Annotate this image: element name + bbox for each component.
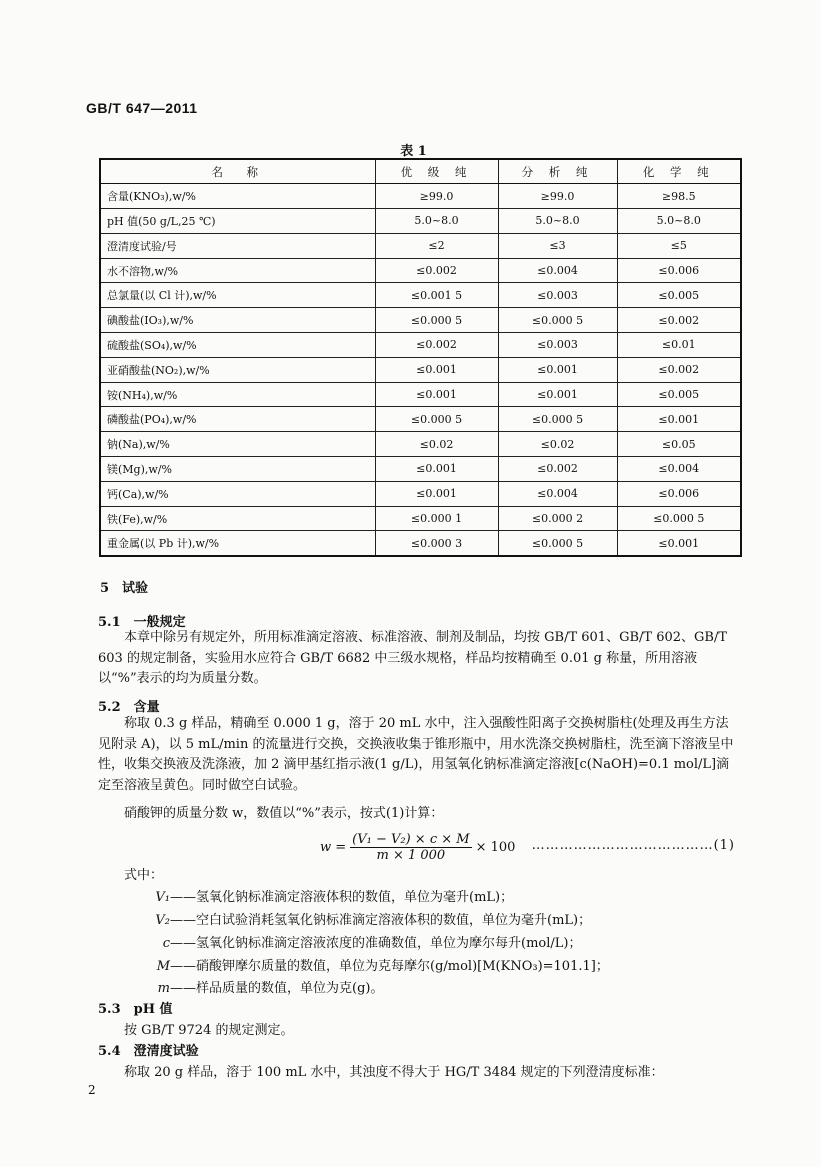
table-cell-value: ≤0.000 3: [375, 531, 498, 556]
table-cell-value: ≤0.004: [498, 258, 617, 283]
table-cell-item-name: pH 值(50 g/L,25 ℃): [100, 209, 375, 234]
column-header-guaranteed-reagent: 优 级 纯: [375, 159, 498, 184]
table-cell-item-name: 镁(Mg),w/%: [100, 457, 375, 482]
variable-symbol: m: [157, 981, 170, 996]
table-cell-value: ≥98.5: [617, 184, 741, 209]
table-cell-value: ≤0.000 5: [375, 407, 498, 432]
table-cell-item-name: 含量(KNO₃),w/%: [100, 184, 375, 209]
column-header-chemically-pure: 化 学 纯: [617, 159, 741, 184]
table-row: [100, 457, 741, 482]
table-cell-item-name: 重金属(以 Pb 计),w/%: [100, 531, 375, 556]
table-cell-value: ≤0.002: [617, 308, 741, 333]
table-cell-item-name: 澄清度试验/号: [100, 233, 375, 258]
variable-M: [98, 955, 609, 974]
table-body: [100, 184, 741, 556]
formula-number: …………………………………(1): [531, 838, 735, 853]
table-cell-value: ≤0.001: [617, 531, 741, 556]
table-row: [100, 531, 741, 556]
section-5-heading: 5 试验: [100, 581, 149, 596]
table-row: [100, 333, 741, 358]
table-cell-value: ≤0.005: [617, 382, 741, 407]
variable-m: [98, 977, 383, 996]
table-cell-value: ≥99.0: [375, 184, 498, 209]
table-row: [100, 432, 741, 457]
variable-symbol: c: [162, 936, 170, 951]
table-cell-value: ≤0.000 5: [617, 506, 741, 531]
table-row: [100, 481, 741, 506]
table-cell-value: 5.0~8.0: [617, 209, 741, 234]
variable-description: ——氢氧化钠标准滴定溶液浓度的准确数值，单位为摩尔每升(mol/L)；: [170, 936, 582, 951]
table-cell-value: ≤2: [375, 233, 498, 258]
table-cell-value: ≤0.002: [375, 333, 498, 358]
table-cell-value: ≤0.001: [375, 382, 498, 407]
table-row: [100, 184, 741, 209]
table-cell-value: ≤0.001: [498, 382, 617, 407]
table-header-row: [100, 159, 741, 184]
table-row: [100, 258, 741, 283]
table-cell-value: ≤0.02: [375, 432, 498, 457]
table-cell-value: ≤0.003: [498, 283, 617, 308]
table-cell-value: ≥99.0: [498, 184, 617, 209]
table-cell-value: ≤0.001: [375, 357, 498, 382]
table-cell-item-name: 铵(NH₄),w/%: [100, 382, 375, 407]
variable-description: ——空白试验消耗氢氧化钠标准滴定溶液体积的数值，单位为毫升(mL)；: [170, 913, 592, 928]
variable-v2: [98, 909, 591, 928]
variable-symbol: M: [156, 959, 170, 974]
section-5-2-formula-intro: 硝酸钾的质量分数 w，数值以“%”表示，按式(1)计算：: [124, 806, 444, 821]
table-cell-item-name: 钠(Na),w/%: [100, 432, 375, 457]
section-5-1-text: 本章中除另有规定外，所用标准滴定溶液、标准溶液、制剂及制品，均按 GB/T 601、GB/T 602、GB/T 603 的规定制备，实验用水应符合 GB/T 6682 中三级水规格，样品均按精确至 0.01 g 称量，所用溶液以“%”表示的均为质量分数。: [98, 630, 727, 686]
variable-description: ——硝酸钾摩尔质量的数值，单位为克每摩尔(g/mol)[M(KNO₃)=101.1]；: [170, 959, 609, 974]
table-row: [100, 233, 741, 258]
table-cell-value: ≤0.002: [498, 457, 617, 482]
formula-fraction: [350, 832, 471, 863]
table-cell-item-name: 硫酸盐(SO₄),w/%: [100, 333, 375, 358]
table-cell-value: ≤0.000 5: [498, 531, 617, 556]
table-cell-item-name: 碘酸盐(IO₃),w/%: [100, 308, 375, 333]
table-cell-value: ≤0.001: [498, 357, 617, 382]
variable-description: ——样品质量的数值，单位为克(g)。: [170, 981, 384, 996]
table-row: [100, 506, 741, 531]
table-cell-value: ≤0.006: [617, 258, 741, 283]
table-cell-value: ≤0.02: [498, 432, 617, 457]
table-cell-value: ≤0.05: [617, 432, 741, 457]
column-header-name: 名 称: [100, 159, 375, 184]
section-5-3-text: 按 GB/T 9724 的规定测定。: [124, 1023, 294, 1038]
section-5-4-heading: 5.4 澄清度试验: [98, 1044, 199, 1059]
table-row: [100, 382, 741, 407]
table-cell-value: ≤0.000 5: [498, 407, 617, 432]
table-cell-item-name: 钙(Ca),w/%: [100, 481, 375, 506]
table-cell-value: ≤3: [498, 233, 617, 258]
variable-c: [98, 932, 581, 951]
where-label: 式中：: [124, 868, 164, 883]
section-5-3-heading: 5.3 pH 值: [98, 1002, 173, 1017]
formula-numerator: (V₁ − V₂) × c × M: [352, 832, 470, 847]
table-row: [100, 308, 741, 333]
table-cell-item-name: 水不溶物,w/%: [100, 258, 375, 283]
table-row: [100, 407, 741, 432]
section-5-4-text: 称取 20 g 样品，溶于 100 mL 水中，其浊度不得大于 HG/T 3484 规定的下列澄清度标准：: [124, 1065, 664, 1080]
variable-v1: [98, 886, 513, 905]
section-5-1-heading: 5.1 一般规定: [98, 615, 186, 630]
table-cell-item-name: 亚硝酸盐(NO₂),w/%: [100, 357, 375, 382]
table-cell-value: ≤0.000 5: [498, 308, 617, 333]
table-cell-value: ≤0.001 5: [375, 283, 498, 308]
table-cell-value: ≤0.002: [617, 357, 741, 382]
formula-denominator: m × 1 000: [376, 848, 446, 863]
table-cell-value: ≤0.001: [375, 457, 498, 482]
variable-symbol: V₁: [155, 890, 170, 905]
specification-table: [99, 158, 742, 557]
table-cell-value: ≤0.000 1: [375, 506, 498, 531]
table-cell-value: ≤0.004: [498, 481, 617, 506]
section-5-2-text: 称取 0.3 g 样品，精确至 0.000 1 g，溶于 20 mL 水中，注入强酸性阳离子交换树脂柱(处理及再生方法见附录 A)，以 5 mL/min 的流量进行交换，交换液收集于锥形瓶中，用水洗涤交换树脂柱，洗至滴下溶液呈中性，收集交换液及洗涤液，加 2 滴甲基红指示液(1 g/L)，用氢氧化钠标准滴定溶液[c(NaOH)=0.1 mol/L]滴定至溶液呈黄色。同时做空白试验。: [98, 716, 734, 793]
formula-1: [320, 832, 515, 863]
table-cell-value: ≤0.001: [375, 481, 498, 506]
table-cell-value: ≤0.000 5: [375, 308, 498, 333]
variable-description: ——氢氧化钠标准滴定溶液体积的数值，单位为毫升(mL)；: [170, 890, 514, 905]
table-cell-value: ≤0.001: [617, 407, 741, 432]
table-cell-value: ≤0.006: [617, 481, 741, 506]
table-cell-value: ≤0.002: [375, 258, 498, 283]
table-row: [100, 357, 741, 382]
table-cell-item-name: 磷酸盐(PO₄),w/%: [100, 407, 375, 432]
document-code: GB/T 647—2011: [86, 100, 198, 116]
table-row: [100, 283, 741, 308]
page-number: 2: [88, 1083, 96, 1097]
table-cell-value: ≤0.000 2: [498, 506, 617, 531]
table-cell-value: 5.0~8.0: [375, 209, 498, 234]
section-5-2-heading: 5.2 含量: [98, 700, 160, 715]
table-cell-value: ≤0.004: [617, 457, 741, 482]
formula-multiplier: × 100: [475, 840, 516, 855]
table-cell-value: ≤0.003: [498, 333, 617, 358]
table-cell-value: ≤0.01: [617, 333, 741, 358]
variable-symbol: V₂: [155, 913, 170, 928]
table-cell-value: ≤0.005: [617, 283, 741, 308]
table-cell-item-name: 总氯量(以 Cl 计),w/%: [100, 283, 375, 308]
table-cell-value: ≤5: [617, 233, 741, 258]
table-cell-value: 5.0~8.0: [498, 209, 617, 234]
formula-lhs: w =: [320, 840, 347, 855]
column-header-analytical-reagent: 分 析 纯: [498, 159, 617, 184]
table-title: 表 1: [400, 144, 427, 159]
table-row: [100, 209, 741, 234]
table-cell-item-name: 铁(Fe),w/%: [100, 506, 375, 531]
